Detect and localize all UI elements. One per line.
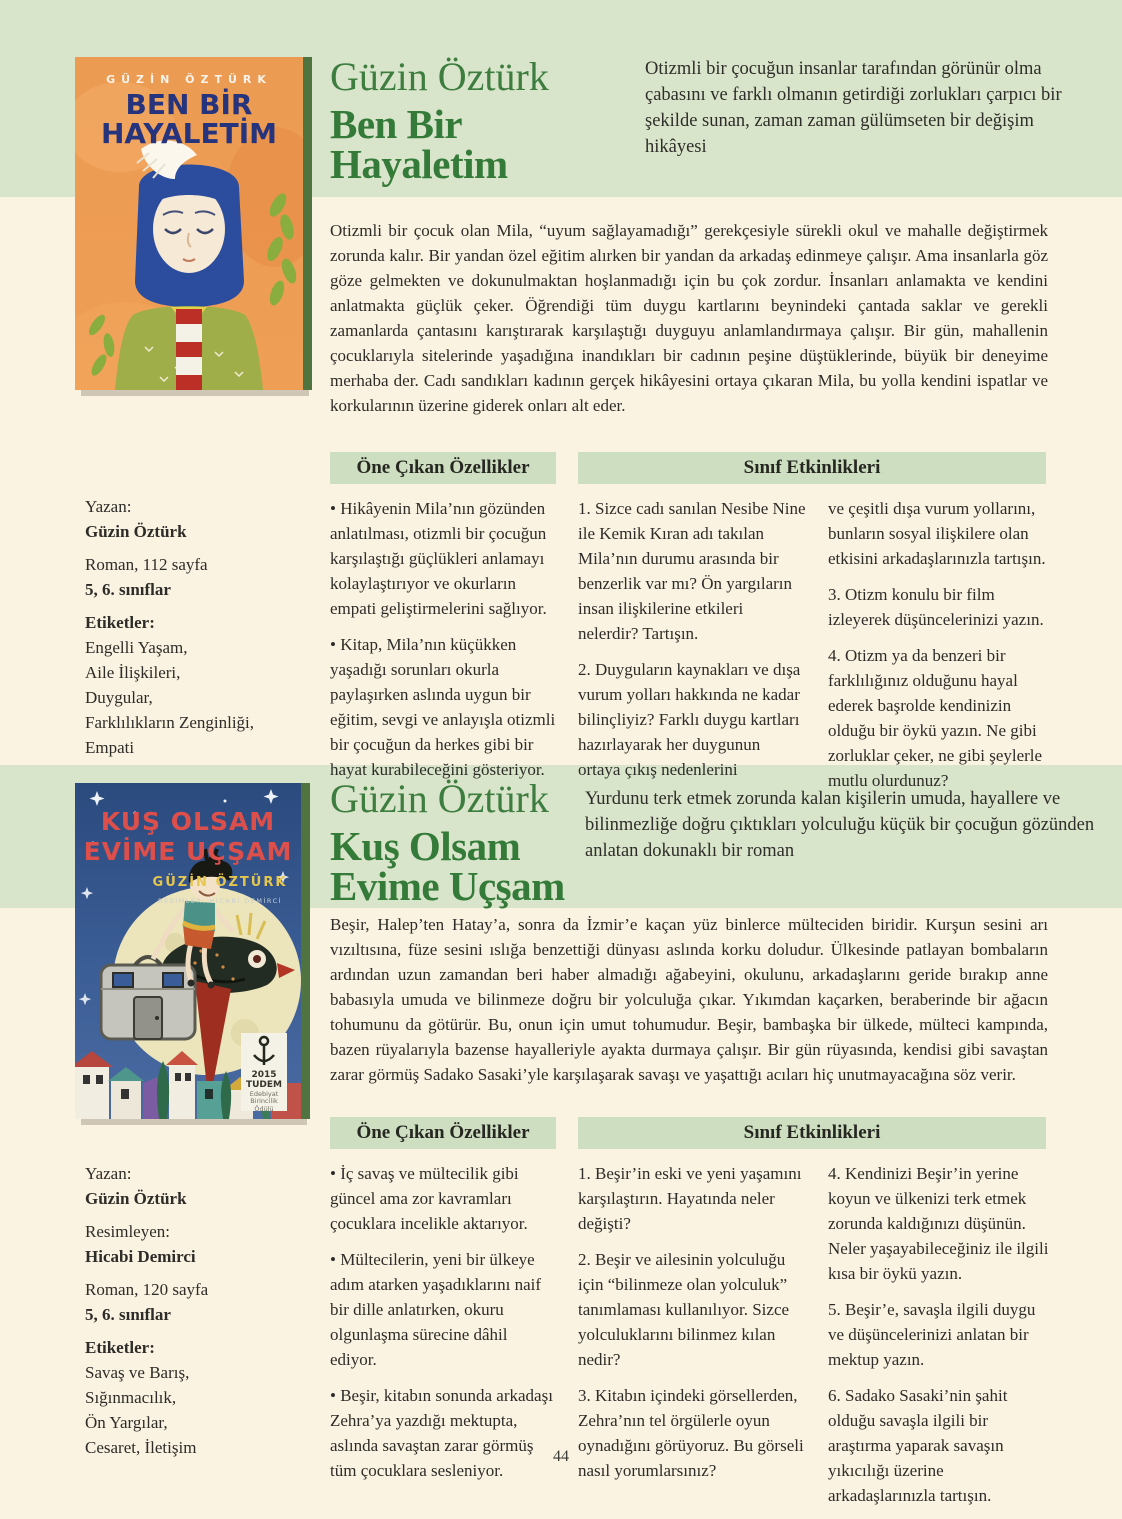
- meta-format: Roman, 120 sayfa: [85, 1280, 209, 1299]
- activity-item: 1. Beşir’in eski ve yeni yaşamını karşılaştırın. Hayatında neler değişti?: [578, 1164, 802, 1233]
- meta-label-tags: Etiketler:: [85, 1338, 155, 1357]
- feature-item: • Mültecilerin, yeni bir ülkeye adım atarken yaşadıklarını naif bir dille anlatırken, okuru olgunlaşma sürecine dâhil ediyor.: [330, 1250, 541, 1369]
- badge-brand: TUDEM: [245, 1080, 283, 1091]
- book2-tags-group: [85, 1335, 310, 1460]
- book1-title-block: [330, 55, 549, 185]
- meta-grades: 5, 6. sınıflar: [85, 580, 171, 599]
- activity-item: 4. Kendinizi Beşir’in yerine koyun ve ülkenizi terk etmek zorunda kaldığınızı düşünün. Neler yaşayabileceğiniz ile ilgili kısa bir öykü yazın.: [828, 1164, 1049, 1283]
- badge-year: 2015: [251, 1070, 277, 1080]
- book1-cover-title-line2: HAYALETİM: [100, 116, 278, 150]
- page-number: 44: [553, 1448, 569, 1465]
- tag-item: Duygular,: [85, 688, 153, 707]
- book2-meta-panel: [85, 1161, 310, 1468]
- book1-format-group: [85, 552, 310, 602]
- tag-item: Sığınmacılık,: [85, 1388, 177, 1407]
- book2-cover-illustrator-line: RESİMLER: HİCABİ DEMİRCİ: [157, 897, 283, 905]
- tag-item: Engelli Yaşam,: [85, 638, 188, 657]
- book1-author-name: Güzin Öztürk: [330, 54, 549, 99]
- activity-item: 6. Sadako Sasaki’nin şahit olduğu savaşla ilgili bir araştırma yaparak savaşın yıkıcılığı üzerine arkadaşlarınızla tartışın.: [828, 1386, 1008, 1505]
- book1-features-list: [330, 496, 557, 793]
- book2-award-badge-text: [241, 1070, 287, 1113]
- badge-line: Birincilik: [250, 1097, 278, 1106]
- book2-features-list: [330, 1161, 557, 1494]
- book2-summary: Beşir, Halep’ten Hatay’a, sonra da İzmir’e kaçan yüz binlerce mülteciden biridir. Kurşun sesini arı vızıltısına, füze sesini ıslığa benzettiği dünyası aslında korku doludur. Ülkesinde patlayan bombaların ardından uzun zamandan beri haber almadığı ağabeyini, okulunu, arkadaşlarını geride bırakıp anne babasıyla umuda ve bilinmeze doğru bir yolculuğa çıkar. Yıkımdan kaçarken, beraberinde bir ağacın tohumunu da götürür. Bu, onun için umut tohumudur. Beşir, bambaşka bir ülkede, mülteci kampında, bazen rüyalarıyla bazense hayalleriyle ayakta durmaya çalışır. Bir gün rüyasında, kendisi gibi savaştan zarar görmüş Sadako Sasaki’yle karşılaşarak savaşı ve yaşattığı acıları hiç unutmayacağına söz verir.: [330, 915, 1048, 1084]
- tag-item: Aile İlişkileri,: [85, 663, 181, 682]
- lighthouse: [176, 309, 202, 390]
- badge-line: Edebiyat: [249, 1089, 279, 1098]
- book1-activities-col1: [578, 496, 806, 793]
- activity-item: 2. Beşir ve ailesinin yolculuğu için “bilinmeze olan yolculuk” tanımlaması kullanılıyor. Sizce yolculuklarını bilinmez kılan nedir?: [578, 1250, 790, 1369]
- tag-item: Ön Yargılar,: [85, 1413, 168, 1432]
- book1-cover-title: [75, 88, 303, 150]
- activity-item: 3. Kitabın içindeki görsellerden, Zehra’nın tel örgülerle oyun oynadığını görüyoruz. Bu görseli nasıl yorumlarsınız?: [578, 1386, 804, 1480]
- book2-title-block: [330, 777, 565, 907]
- book1-title: [330, 101, 549, 187]
- feature-item: • Kitap, Mila’nın küçükken yaşadığı sorunları okurla paylaşırken aslında uygun bir eğitim, sevgi ve anlayışla otizmli bir çocuğun da herkes gibi bir hayat kurabileceğini gösteriyor.: [330, 635, 556, 779]
- book1-cover: [75, 57, 303, 390]
- book2-accent-bar: [301, 783, 310, 1119]
- feature-item: • Beşir, kitabın sonunda arkadaşı Zehra’ya yazdığı mektupta, aslında savaştan zarar görmüş tüm çocuklara sesleniyor.: [330, 1386, 553, 1480]
- tag-item: Cesaret, İletişim: [85, 1438, 197, 1457]
- activity-item: ve çeşitli dışa vurum yollarını, bunların sosyal ilişkilere olan etkisini arkadaşlarınızla tartışın.: [828, 499, 1046, 568]
- book1-accent-bar: [303, 57, 312, 390]
- tag-item: Farklılıkların Zenginliği,: [85, 713, 255, 732]
- book2-cover-title: [75, 807, 301, 866]
- tag-item: Savaş ve Barış,: [85, 1363, 190, 1382]
- book2-cover-title-line1: KUŞ OLSAM: [100, 807, 276, 836]
- book1-cover-title-line1: BEN BİR: [125, 88, 253, 121]
- badge-line: Ödülü: [254, 1104, 274, 1113]
- book2-features-header: Öne Çıkan Özellikler: [330, 1117, 556, 1149]
- meta-value-resimleyen: Hicabi Demirci: [85, 1247, 196, 1266]
- book2-title-line1: Kuş Olsam: [330, 823, 521, 870]
- book2-author-name: Güzin Öztürk: [330, 776, 549, 821]
- book2-format-group: [85, 1277, 310, 1327]
- house-suitcase: [101, 957, 195, 1039]
- book1-meta-panel: [85, 494, 310, 768]
- book2-activities-header: Sınıf Etkinlikleri: [578, 1117, 1046, 1149]
- book1-title-line2: Hayaletim: [330, 140, 508, 187]
- activity-item: 4. Otizm ya da benzeri bir farklılığınız olduğunu hayal ederek başrolde kendinizin olduğu bir öykü yazın. Ne gibi zorluklar çeker, ne gibi şeylerle mutlu olurdunuz?: [828, 646, 1043, 790]
- meta-value-yazan: Güzin Öztürk: [85, 522, 187, 541]
- tag-item: Empati: [85, 738, 135, 757]
- book1-summary: Otizmli bir çocuk olan Mila, “uyum sağlayamadığı” gerekçesiyle sürekli okul ve mahalle değiştirmek zorunda kalır. Bir yandan özel eğitim alırken bir yandan da arkadaş edinmeye çalışır. Ama insanlarla göz göze gelmekten ve dokunulmaktan hoşlanmadığı için bu çok zordur. İnsanları anlamakta ve kendini anlatmakta güçlük çeker. Öğrendiği tüm duygu kartlarını beynindeki çantada saklar ve gerekli zamanlarda çantasını karıştırarak karşılaştığı duyguyu anlamlandırmaya çalışır. Bir gün, mahallenin çocuklarıyla sitelerinde yaşadığına inandıkları bir cadının peşine düştüklerinde, büyük bir deneyime merhaba der. Cadı sandıkları kadının gerçek hikâyesini ortaya çıkaran Mila, bu yolla kendini ispatlar ve korkularının üzerine giderek onları alt eder.: [330, 221, 1048, 415]
- book1-author-group: [85, 494, 310, 544]
- meta-label-yazan: Yazan:: [85, 1164, 132, 1183]
- book2-illustrator-group: [85, 1219, 310, 1269]
- book1-tags-group: [85, 610, 310, 760]
- book1-blurb: Otizmli bir çocuğun insanlar tarafından görünür olma çabasını ve farklı olmanın getirdiği zorlukları çarpıcı bir şekilde sunan, zaman zaman gülümseten bir değişim hikâyesi: [645, 59, 1062, 157]
- activity-item: 5. Beşir’e, savaşla ilgili duygu ve düşüncelerinizi anlatan bir mektup yazın.: [828, 1300, 1036, 1369]
- book2-cover-author: GÜZİN ÖZTÜRK: [152, 875, 288, 890]
- meta-label-tags: Etiketler:: [85, 613, 155, 632]
- girl-figure: [135, 165, 244, 308]
- activity-item: 1. Sizce cadı sanılan Nesibe Nine ile Kemik Kıran adı takılan Mila’nın durumu arasında bir benzerlik var mı? Ön yargıların insan ilişkilerine etkileri nelerdir? Tartışın.: [578, 499, 806, 643]
- book1-activities-header: Sınıf Etkinlikleri: [578, 452, 1046, 484]
- meta-grades: 5, 6. sınıflar: [85, 1305, 171, 1324]
- book2-activities-col1: [578, 1161, 808, 1494]
- book1-cover-author: GÜZİN ÖZTÜRK: [106, 73, 272, 86]
- feature-item: • İç savaş ve mültecilik gibi güncel ama zor kavramları çocuklara incelikle aktarıyor.: [330, 1164, 528, 1233]
- feature-item: • Hikâyenin Mila’nın gözünden anlatılması, otizmli bir çocuğun karşılaştığı güçlükleri anlamayı kolaylaştırıyor ve okurların empati geliştirmelerini sağlıyor.: [330, 499, 547, 618]
- book2-title: [330, 823, 565, 909]
- book2-blurb: Yurdunu terk etmek zorunda kalan kişilerin umuda, hayallere ve bilinmezliğe doğru çıktıkları yolculuğu küçük bir çocuğun gözünden anlatan dokunaklı bir roman: [585, 789, 1095, 861]
- activity-item: 2. Duyguların kaynakları ve dışa vurum yolları hakkında ne kadar bilinçliyiz? Farklı duygu kartları hazırlayarak her duygunun ortaya çıkış nedenlerini: [578, 660, 801, 779]
- book2-cover: [75, 783, 301, 1119]
- meta-format: Roman, 112 sayfa: [85, 555, 208, 574]
- book1-features-header: Öne Çıkan Özellikler: [330, 452, 556, 484]
- book1-title-line1: Ben Bir: [330, 101, 463, 148]
- meta-label-yazan: Yazan:: [85, 497, 132, 516]
- activity-item: 3. Otizm konulu bir film izleyerek düşüncelerinizi yazın.: [828, 585, 1044, 629]
- meta-value-yazan: Güzin Öztürk: [85, 1189, 187, 1208]
- book2-cover-title-line2: EVİME UÇŞAM: [83, 836, 293, 866]
- meta-label-resimleyen: Resimleyen:: [85, 1222, 170, 1241]
- book2-title-line2: Evime Uçşam: [330, 862, 565, 909]
- book1-activities-col2: [828, 496, 1048, 804]
- book2-author-group: [85, 1161, 310, 1211]
